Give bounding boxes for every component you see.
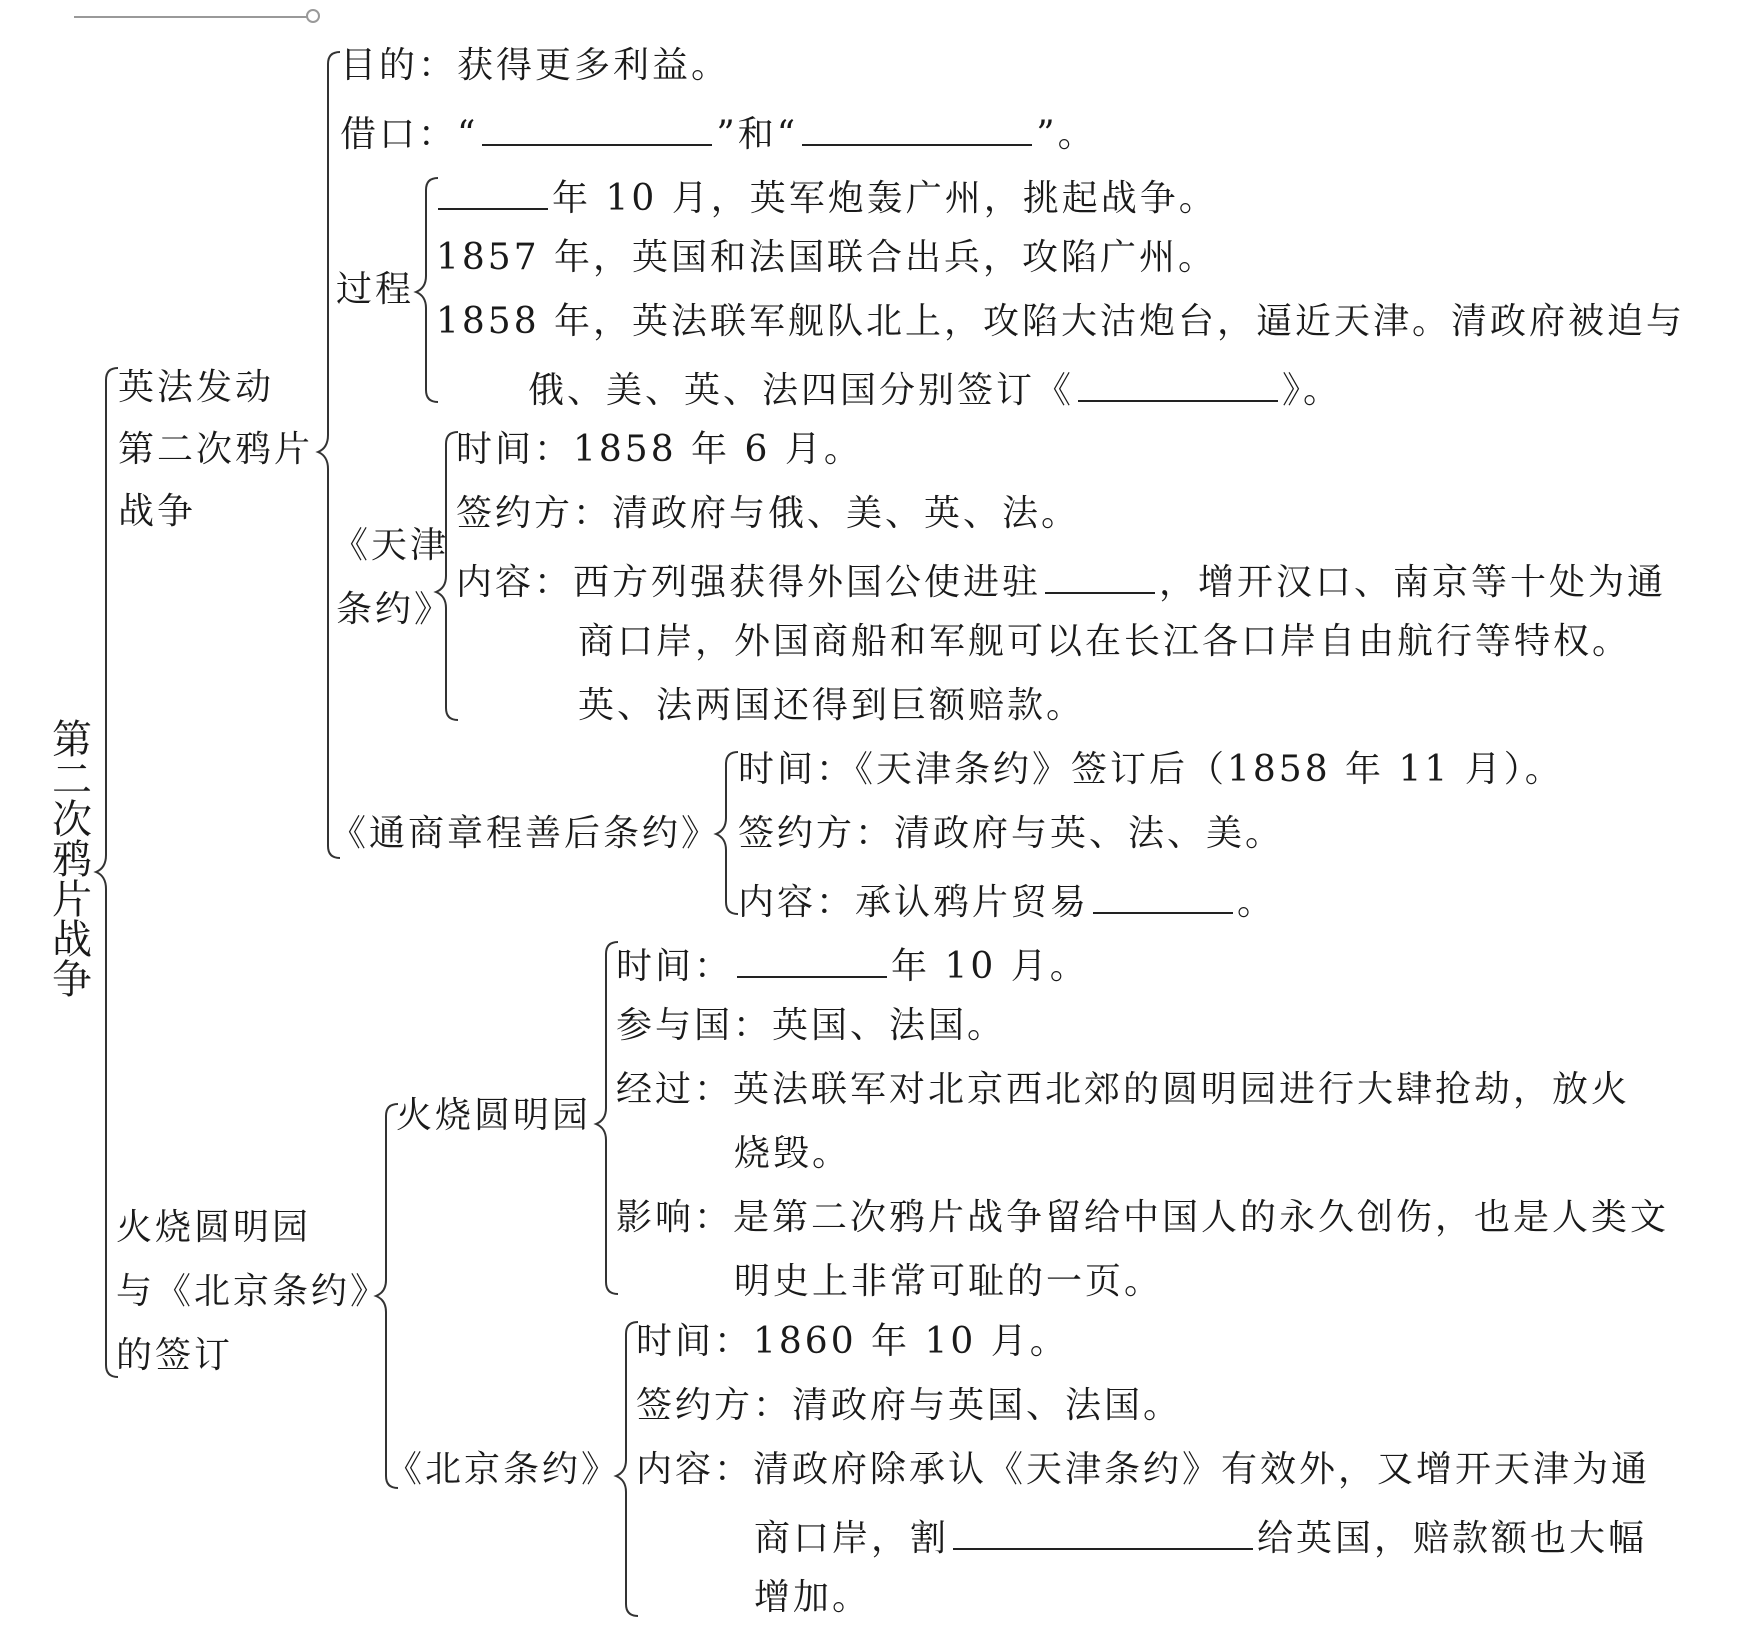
beijing-content-line2 <box>754 1512 1647 1561</box>
burning-time-pre: 时间： <box>616 946 734 987</box>
beijing-label: 《北京条约》 <box>386 1449 621 1490</box>
treaty-name-blank[interactable] <box>1078 364 1278 402</box>
pretext-label: 借口：“ <box>340 114 479 155</box>
tianjin-label-line2: 条约》 <box>336 589 454 630</box>
beijing-content-line1: 内容：清政府除承认《天津条约》有效外，又增开天津为通 <box>636 1449 1651 1490</box>
section1-title-line1: 英法发动 <box>118 367 275 408</box>
process-label: 过程 <box>336 269 415 310</box>
tianjin-content-line3: 英、法两国还得到巨额赔款。 <box>578 685 1086 726</box>
ceded-territory-blank[interactable] <box>953 1512 1253 1550</box>
section1-title-line3: 战争 <box>118 491 197 532</box>
tianjin-content-post: ，增开汉口、南京等十处为通 <box>1159 562 1667 603</box>
section2-title-line1: 火烧圆明园 <box>116 1207 312 1248</box>
burning-impact-line2: 明史上非常可耻的一页。 <box>734 1261 1164 1302</box>
pretext-blank-2[interactable] <box>802 108 1032 146</box>
envoy-location-blank[interactable] <box>1045 556 1155 594</box>
process-year-blank[interactable] <box>438 172 548 210</box>
tianjin-content-line2: 商口岸，外国商船和军舰可以在长江各口岸自由航行等特权。 <box>578 621 1632 662</box>
trade-rules-content-pre: 内容：承认鸦片贸易 <box>738 882 1090 923</box>
section1-title-line2: 第二次鸦片 <box>118 429 314 470</box>
burning-year-blank[interactable] <box>737 940 887 978</box>
trade-rules-parties: 签约方：清政府与英、法、美。 <box>738 813 1285 854</box>
burning-brace <box>596 942 618 1294</box>
trade-rules-label: 《通商章程善后条约》 <box>330 813 721 854</box>
trade-rules-time: 时间：《天津条约》签订后（1858 年 11 月）。 <box>738 749 1564 790</box>
beijing-content-line3: 增加。 <box>754 1577 872 1618</box>
tianjin-brace <box>436 432 458 720</box>
process-item-3b <box>528 364 1342 413</box>
pretext-line <box>340 108 1097 157</box>
burning-course-line1: 经过：英法联军对北京西北郊的圆明园进行大肆抢劫，放火 <box>616 1069 1631 1110</box>
process-item-3b-post: 》。 <box>1282 370 1343 411</box>
pretext-end: ”。 <box>1036 114 1097 155</box>
trade-rules-content <box>738 876 1276 925</box>
beijing-parties: 签约方：清政府与英国、法国。 <box>636 1385 1183 1426</box>
trade-rules-content-post: 。 <box>1237 882 1277 923</box>
section2-title-line2: 与《北京条约》 <box>116 1271 390 1312</box>
tianjin-content-line1 <box>456 556 1666 605</box>
process-item-1 <box>438 172 1218 221</box>
tianjin-time: 时间：1858 年 6 月。 <box>456 429 863 470</box>
beijing-content2-pre: 商口岸，割 <box>754 1518 950 1559</box>
pretext-blank-1[interactable] <box>482 108 712 146</box>
root-title: 第二次鸦片战争 <box>52 717 92 1003</box>
process-item-2: 1857 年，英国和法国联合出兵，攻陷广州。 <box>436 237 1218 278</box>
process-brace <box>416 178 438 402</box>
opium-trade-blank[interactable] <box>1093 876 1233 914</box>
section1-brace <box>318 52 340 858</box>
burning-time <box>616 940 1089 989</box>
section2-title-line3: 的签订 <box>116 1335 234 1376</box>
tianjin-label-line1: 《天津 <box>332 525 450 566</box>
burning-countries: 参与国：英国、法国。 <box>616 1005 1007 1046</box>
beijing-content2-post: 给英国，赔款额也大幅 <box>1257 1518 1648 1559</box>
burning-course-line2: 烧毁。 <box>734 1133 852 1174</box>
process-item-3b-pre: 俄、美、英、法四国分别签订《 <box>528 370 1075 411</box>
tianjin-content-pre: 内容：西方列强获得外国公使进驻 <box>456 562 1042 603</box>
burning-time-post: 年 10 月。 <box>891 946 1089 987</box>
burning-impact-line1: 影响：是第二次鸦片战争留给中国人的永久创伤，也是人类文 <box>616 1197 1670 1238</box>
beijing-time: 时间：1860 年 10 月。 <box>636 1321 1069 1362</box>
process-item-3: 1858 年，英法联军舰队北上，攻陷大沽炮台，逼近天津。清政府被迫与 <box>436 301 1686 342</box>
tianjin-parties: 签约方：清政府与俄、美、英、法。 <box>456 493 1081 534</box>
burning-label: 火烧圆明园 <box>396 1095 592 1136</box>
pretext-mid: ”和“ <box>716 114 799 155</box>
process-item-1-text: 年 10 月，英军炮轰广州，挑起战争。 <box>552 178 1218 219</box>
purpose-text: 目的：获得更多利益。 <box>340 45 731 86</box>
